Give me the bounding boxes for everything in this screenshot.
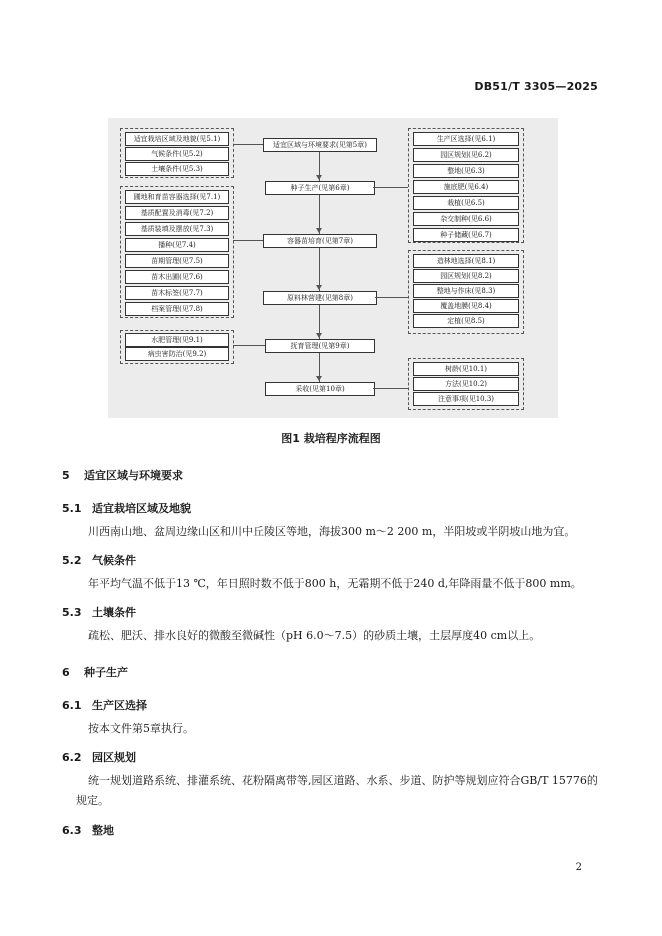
- connector: [373, 388, 408, 389]
- right-item: 造林地选择(见8.1): [413, 254, 519, 268]
- paragraph: 川西南山地、盆周边缘山区和川中丘陵区等地，海拔300 m～2 200 m，半阳坡或半阴坡山地为宜。: [88, 525, 576, 538]
- left-item: 基质装填及摆放(见7.3): [125, 222, 229, 236]
- right-item: 定植(见8.5): [413, 314, 519, 328]
- flow-arrow: [316, 228, 322, 233]
- connector: [233, 144, 263, 145]
- center-step: 原料林营建(见第8章): [263, 291, 377, 305]
- flow-arrow: [316, 333, 322, 338]
- paragraph: 按本文件第5章执行。: [88, 722, 194, 735]
- center-step: 抚育管理(见第9章): [265, 339, 375, 353]
- right-item: 整地与作床(见8.3): [413, 284, 519, 298]
- connector: [233, 240, 263, 241]
- section-heading: 5 适宜区域与环境要求: [62, 469, 183, 482]
- center-step: 采收(见第10章): [265, 382, 375, 396]
- center-step: 种子生产(见第6章): [265, 181, 375, 195]
- section-heading: 6 种子生产: [62, 666, 128, 679]
- document-code: DB51/T 3305—2025: [474, 80, 598, 93]
- left-item: 档案管理(见7.8): [125, 302, 229, 316]
- connector: [233, 345, 265, 346]
- paragraph: 疏松、肥沃、排水良好的微酸至微碱性（pH 6.0～7.5）的砂质土壤，土层厚度40 cm以上。: [88, 629, 541, 642]
- left-item: 水肥管理(见9.1): [125, 333, 229, 347]
- left-item: 苗木标签(见7.7): [125, 286, 229, 300]
- paragraph: 统一规划道路系统、排灌系统、花粉隔离带等,园区道路、水系、步道、防护等规划应符合GB/T 15776的规定。: [76, 774, 598, 807]
- left-item: 气候条件(见5.2): [125, 147, 229, 161]
- subsection-heading: 5.1 适宜栽培区域及地貌: [62, 502, 191, 515]
- figure-caption: 图1 栽培程序流程图: [281, 432, 381, 445]
- left-item: 圃地和育苗容器选择(见7.1): [125, 190, 229, 204]
- left-item: 苗期管理(见7.5): [125, 254, 229, 268]
- right-item: 种子储藏(见6.7): [413, 228, 519, 242]
- connector: [373, 187, 408, 188]
- subsection-heading: 6.1 生产区选择: [62, 699, 147, 712]
- right-item: 注意事项(见10.3): [413, 392, 519, 406]
- left-item: 苗木出圃(见7.6): [125, 270, 229, 284]
- flow-arrow: [316, 376, 322, 381]
- right-item: 杂交制种(见6.6): [413, 212, 519, 226]
- left-item: 土壤条件(见5.3): [125, 162, 229, 176]
- right-item: 栽植(见6.5): [413, 196, 519, 210]
- center-step: 容器苗培育(见第7章): [263, 234, 377, 248]
- flow-arrow: [316, 175, 322, 180]
- right-item: 生产区选择(见6.1): [413, 132, 519, 146]
- subsection-heading: 5.2 气候条件: [62, 554, 136, 567]
- right-item: 方法(见10.2): [413, 377, 519, 391]
- right-item: 覆盖地膜(见8.4): [413, 299, 519, 313]
- left-item: 基质配置及消毒(见7.2): [125, 206, 229, 220]
- right-item: 整地(见6.3): [413, 164, 519, 178]
- left-item: 适宜栽培区域及地貌(见5.1): [125, 132, 229, 146]
- right-item: 施底肥(见6.4): [413, 180, 519, 194]
- center-step: 适宜区域与环境要求(见第5章): [263, 138, 377, 152]
- flow-arrow: [316, 285, 322, 290]
- right-item: 园区规划(见8.2): [413, 269, 519, 283]
- paragraph: 年平均气温不低于13 ℃，年日照时数不低于800 h，无霜期不低于240 d,年降雨量不低于800 mm。: [88, 577, 582, 590]
- left-item: 病虫害防治(见9.2): [125, 347, 229, 361]
- subsection-heading: 6.3 整地: [62, 824, 114, 837]
- left-item: 播种(见7.4): [125, 238, 229, 252]
- right-item: 树龄(见10.1): [413, 362, 519, 376]
- flowchart-figure: [108, 118, 558, 418]
- subsection-heading: 6.2 园区规划: [62, 751, 136, 764]
- subsection-heading: 5.3 土壤条件: [62, 606, 136, 619]
- page-number: 2: [575, 862, 582, 873]
- connector: [375, 297, 408, 298]
- right-item: 园区规划(见6.2): [413, 148, 519, 162]
